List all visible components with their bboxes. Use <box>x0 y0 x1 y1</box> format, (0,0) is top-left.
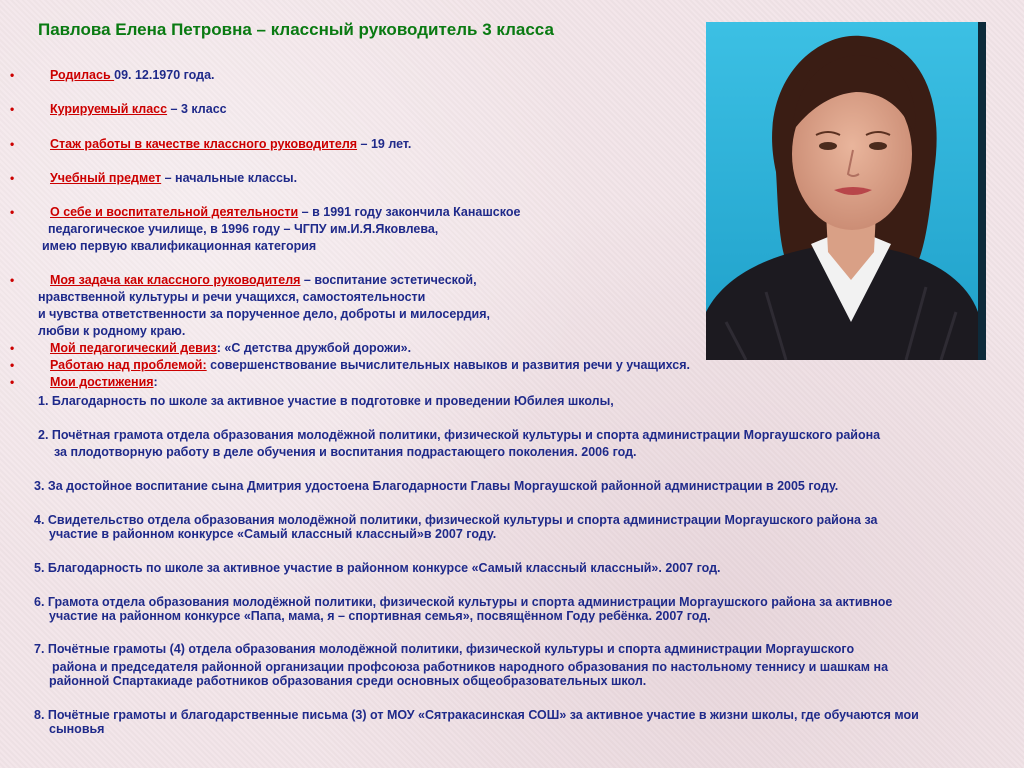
motto-label: Мой педагогический девиз <box>50 341 217 355</box>
about-line1: – в 1991 году закончила Канашское <box>298 205 521 219</box>
achievement-4-line2: участие в районном конкурсе «Самый классный классный»в 2007 году. <box>49 527 497 541</box>
page-title: Павлова Елена Петровна – классный руководитель 3 класса <box>38 20 554 39</box>
task-line3: и чувства ответственности за порученное дело, доброты и милосердия, <box>38 307 490 321</box>
task-line1: – воспитание эстетической, <box>300 273 477 287</box>
achievement-7-line2: района и председателя районной организации профсоюза работников народного образования по настольному теннису и шашкам на <box>52 660 889 674</box>
task-line4: любви к родному краю. <box>38 324 186 338</box>
class-label: Курируемый класс <box>50 102 168 116</box>
achievement-3: 3. За достойное воспитание сына Дмитрия удостоена Благодарности Главы Моргаушской районной администрации в 2005 году. <box>34 479 839 493</box>
bullet-icon: • <box>10 102 15 116</box>
achievement-7-line1: 7. Почётные грамоты (4) отдела образования молодёжной политики, физической культуры и спорта администрации Моргаушского <box>34 642 855 656</box>
achievement-2-line1: 2. Почётная грамота отдела образования молодёжной политики, физической культуры и спорта администрации Моргаушского района <box>38 428 881 442</box>
bullet-icon: • <box>10 273 15 287</box>
stazh-value: – 19 лет. <box>357 137 412 151</box>
bullet-icon: • <box>10 341 15 355</box>
stazh-label: Стаж работы в качестве классного руководителя <box>50 137 358 151</box>
achievement-8-line2: сыновья <box>49 722 105 736</box>
task-label: Моя задача как классного руководителя <box>50 273 301 287</box>
bullet-icon: • <box>10 171 15 185</box>
bullet-icon: • <box>10 358 15 372</box>
about-label: О себе и воспитательной деятельности <box>50 205 299 219</box>
achievement-4-line1: 4. Свидетельство отдела образования молодёжной политики, физической культуры и спорта администрации Моргаушского района за <box>34 513 878 527</box>
task-line2: нравственной культуры и речи учащихся, самостоятельности <box>38 290 426 304</box>
bullet-icon: • <box>10 205 15 219</box>
born-label: Родилась <box>50 68 115 82</box>
teacher-photo <box>706 22 986 360</box>
achievements-colon: : <box>153 375 158 389</box>
about-line3: имею первую квалификационная категория <box>42 239 317 253</box>
achievement-7-line3: районной Спартакиаде работников образования среди основных общеобразовательных школ. <box>49 674 647 688</box>
bullet-icon: • <box>10 68 15 82</box>
class-value: – 3 класс <box>167 102 227 116</box>
achievement-6-line2: участие на районном конкурсе «Папа, мама, я – спортивная семья», посвящённом Году ребёнка. 2007 год. <box>49 609 711 623</box>
about-line2: педагогическое училище, в 1996 году – ЧГПУ им.И.Я.Яковлева, <box>48 222 439 236</box>
achievement-8-line1: 8. Почётные грамоты и благодарственные письма (3) от МОУ «Сятракасинская СОШ» за активное участие в жизни школы, где обучаются мои <box>34 708 919 722</box>
problem-value: совершенствование вычислительных навыков и развития речи у учащихся. <box>206 358 691 372</box>
subject-label: Учебный предмет <box>50 171 162 185</box>
problem-label: Работаю над проблемой: <box>50 358 207 372</box>
achievement-5: 5. Благодарность по школе за активное участие в районном конкурсе «Самый классный классный». 2007 год. <box>34 561 721 575</box>
achievement-1: 1. Благодарность по школе за активное участие в подготовке и проведении Юбилея школы, <box>38 394 614 408</box>
motto-value: : «С детства дружбой дорожи». <box>216 341 412 355</box>
bullet-icon: • <box>10 375 15 389</box>
subject-value: – начальные классы. <box>161 171 298 185</box>
bullet-icon: • <box>10 137 15 151</box>
achievement-2-line2: за плодотворную работу в деле обучения и воспитания подрастающего поколения. 2006 год. <box>54 445 637 459</box>
born-value: 09. 12.1970 года. <box>114 68 215 82</box>
achievements-label: Мои достижения <box>50 375 154 389</box>
achievement-6-line1: 6. Грамота отдела образования молодёжной политики, физической культуры и спорта администрации Моргаушского района за активное <box>34 595 893 609</box>
